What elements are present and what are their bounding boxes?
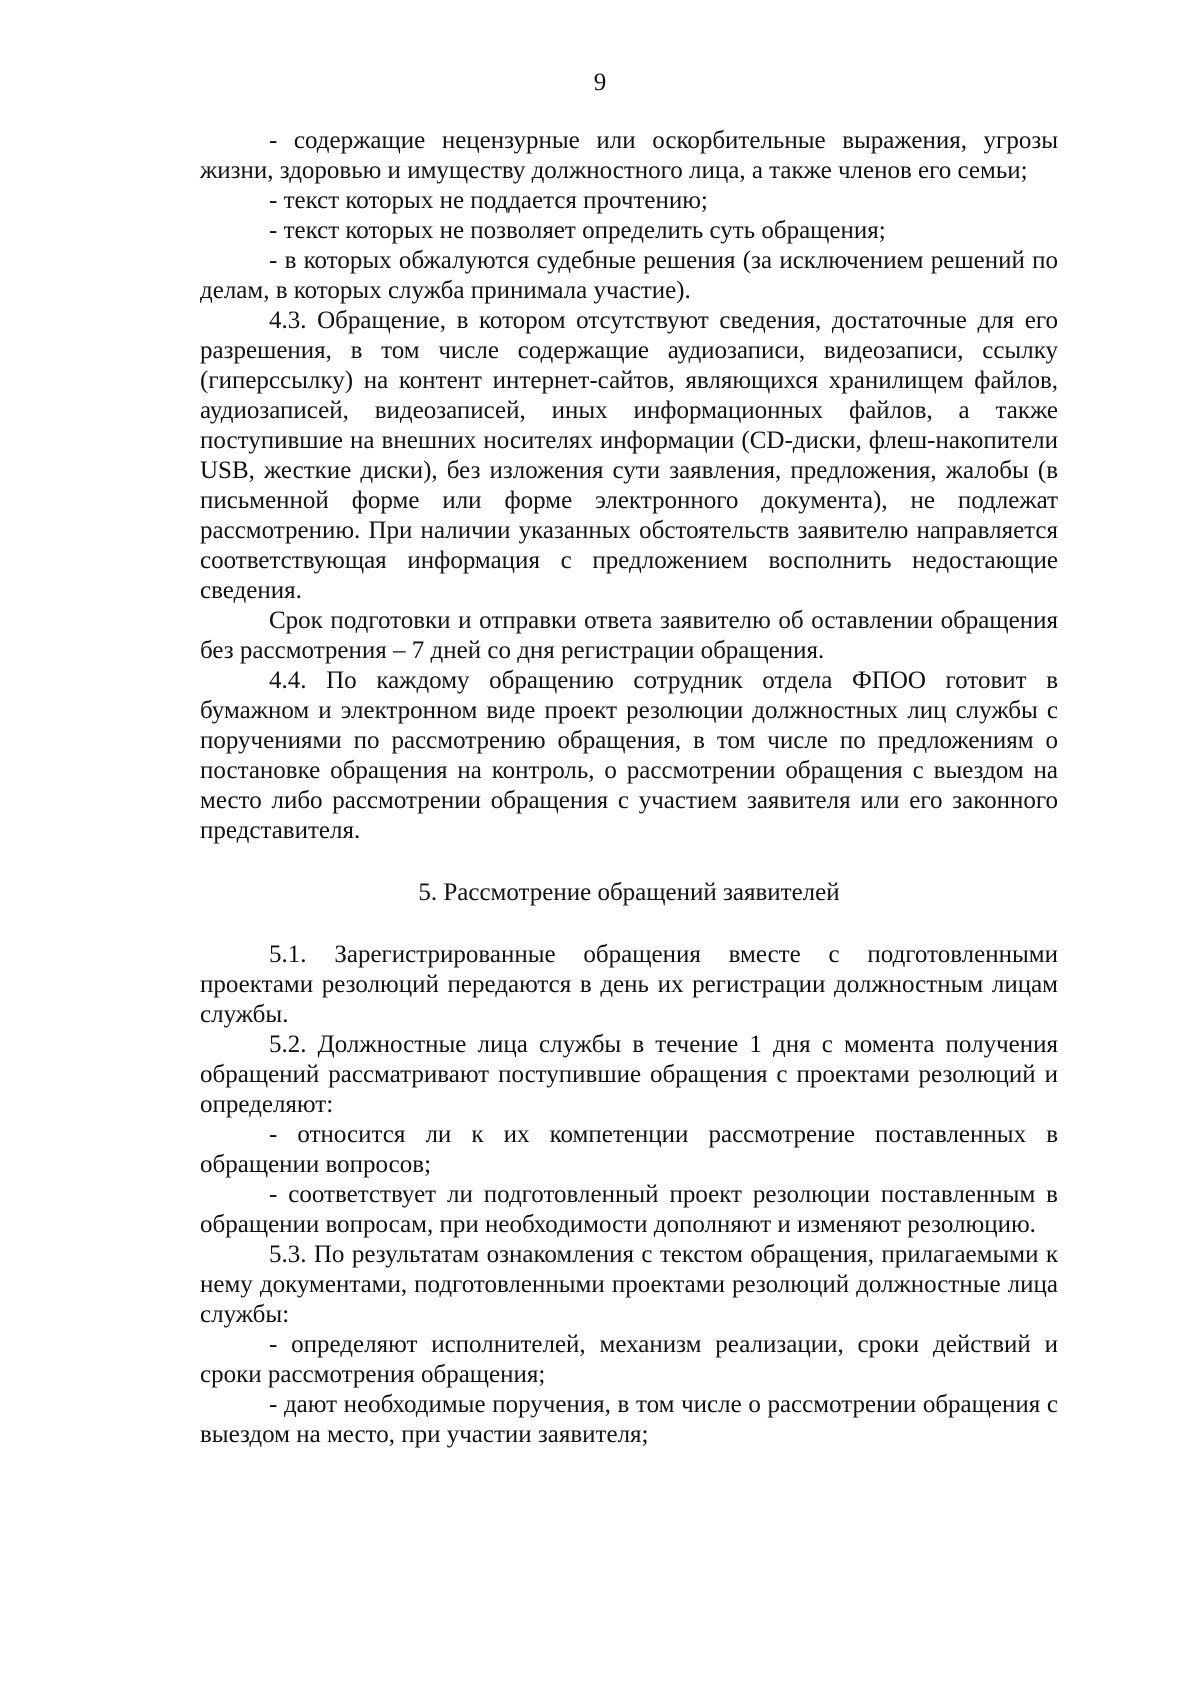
- paragraph: - содержащие нецензурные или оскорбительные выражения, угрозы жизни, здоровью и имуществу должностного лица, а также членов его семьи;: [200, 127, 1058, 184]
- spacer: [200, 908, 1058, 940]
- paragraph: - определяют исполнителей, механизм реализации, сроки действий и сроки рассмотрения обращения;: [200, 1331, 1058, 1388]
- spacer: [200, 846, 1058, 878]
- paragraph: - соответствует ли подготовленный проект резолюции поставленным в обращении вопросам, при необходимости дополняют и изменяют резолюцию.: [200, 1181, 1058, 1238]
- paragraph: 5.1. Зарегистрированные обращения вместе с подготовленными проектами резолюций передаются в день их регистрации должностным лицам службы.: [200, 941, 1058, 1028]
- paragraph: - в которых обжалуются судебные решения (за исключением решений по делам, в которых служба принимала участие).: [200, 247, 1058, 304]
- paragraph: - дают необходимые поручения, в том числе о рассмотрении обращения с выездом на место, при участии заявителя;: [200, 1391, 1058, 1448]
- paragraph: - относится ли к их компетенции рассмотрение поставленных в обращении вопросов;: [200, 1121, 1058, 1178]
- paragraph: Срок подготовки и отправки ответа заявителю об оставлении обращения без рассмотрения – 7 дней со дня регистрации обращения.: [200, 607, 1058, 664]
- paragraph: 5.3. По результатам ознакомления с текстом обращения, прилагаемыми к нему документами, подготовленными проектами резолюций должностные лица службы:: [200, 1241, 1058, 1328]
- section-heading: 5. Рассмотрение обращений заявителей: [418, 879, 840, 906]
- paragraph: 4.3. Обращение, в котором отсутствуют сведения, достаточные для его разрешения, в том числе содержащие аудиозаписи, видеозаписи, ссылку (гиперссылку) на контент интернет-сайтов, являющихся хранилищем файлов, аудиозаписей, видеозаписей, иных информационных файлов, а также поступившие на внешних носителях информации (CD-диски, флеш-накопители USB, жесткие диски), без изложения сути заявления, предложения, жалобы (в письменной форме или форме электронного документа), не подлежат рассмотрению. При наличии указанных обстоятельств заявителю направляется соответствующая информация с предложением восполнить недостающие сведения.: [200, 307, 1058, 604]
- paragraph: 4.4. По каждому обращению сотрудник отдела ФПОО готовит в бумажном и электронном виде проект резолюции должностных лиц службы с поручениями по рассмотрению обращения, в том числе по предложениям о постановке обращения на контроль, о рассмотрении обращения с выездом на место либо рассмотрении обращения с участием заявителя или его законного представителя.: [200, 667, 1058, 844]
- paragraph: - текст которых не позволяет определить суть обращения;: [269, 217, 886, 244]
- paragraph: 5.2. Должностные лица службы в течение 1 дня с момента получения обращений рассматривают поступившие обращения с проектами резолюций и определяют:: [200, 1031, 1058, 1118]
- document-body: [200, 126, 1058, 1450]
- page-number: 9: [593, 69, 607, 96]
- paragraph: - текст которых не поддается прочтению;: [269, 187, 708, 214]
